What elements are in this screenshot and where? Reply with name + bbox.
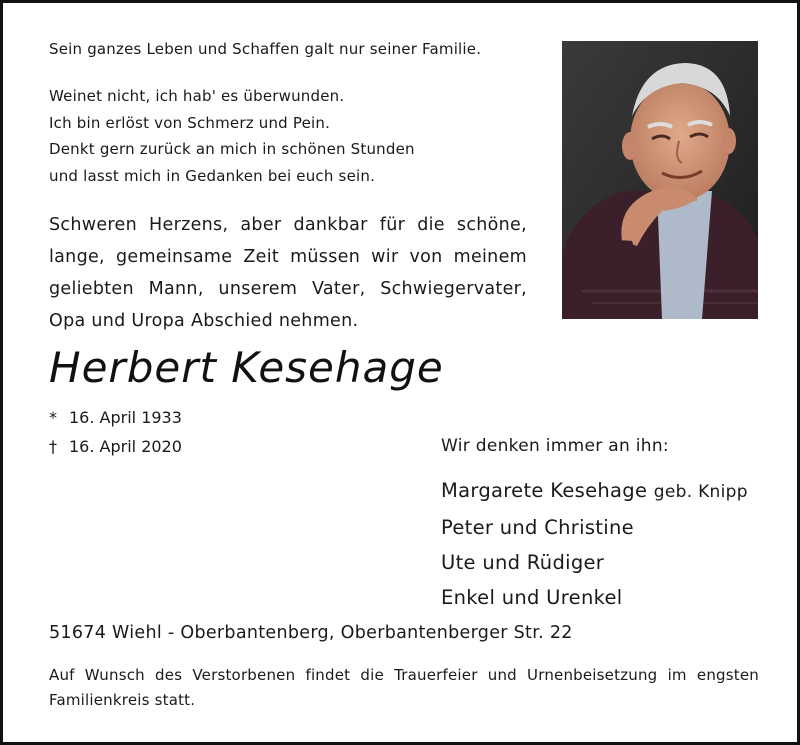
mourner-line: [441, 510, 748, 545]
portrait-photo: [562, 41, 758, 319]
mourner-suffix: geb. Knipp: [653, 482, 748, 502]
death-row: [49, 432, 182, 461]
poem-line: Weinet nicht, ich hab' es überwunden.: [49, 87, 345, 105]
mourner-line: [441, 473, 748, 510]
mourner-line: [441, 545, 748, 580]
death-date: 16. April 2020: [69, 437, 182, 456]
funeral-notice: Auf Wunsch des Verstorbenen findet die Trauerfeier und Urnenbeisetzung im engsten Familienkreis statt.: [49, 666, 759, 709]
motto-line: Sein ganzes Leben und Schaffen galt nur seiner Familie.: [49, 40, 482, 58]
mourner-name: Ute und Rüdiger: [441, 551, 605, 574]
poem: [49, 83, 415, 189]
mourners-heading: Wir denken immer an ihn:: [441, 436, 669, 456]
poem-line: Denkt gern zurück an mich in schönen Stunden: [49, 140, 415, 158]
portrait-illustration: [562, 41, 758, 319]
mourners-list: [441, 473, 748, 615]
poem-line: Ich bin erlöst von Schmerz und Pein.: [49, 113, 331, 132]
mourner-name: Enkel und Urenkel: [441, 586, 623, 609]
birth-row: [49, 403, 182, 432]
birth-date: 16. April 1933: [69, 408, 182, 427]
address-line: 51674 Wiehl - Oberbantenberg, Oberbantenberger Str. 22: [49, 623, 573, 643]
poem-line: und lasst mich in Gedanken bei euch sein.: [49, 166, 376, 185]
mourner-line: [441, 580, 748, 615]
life-dates: [49, 403, 182, 461]
mourner-name: Peter und Christine: [441, 516, 634, 539]
deceased-name: Herbert Kesehage: [49, 343, 444, 392]
death-symbol: †: [49, 437, 57, 456]
birth-symbol: *: [49, 408, 57, 427]
intro-paragraph: Schweren Herzens, aber dankbar für die schöne, lange, gemeinsame Zeit müssen wir von meinem geliebten Mann, unserem Vater, Schwiegervater, Opa und Uropa Abschied nehmen.: [49, 215, 527, 331]
mourner-name: Margarete Kesehage: [441, 479, 648, 502]
